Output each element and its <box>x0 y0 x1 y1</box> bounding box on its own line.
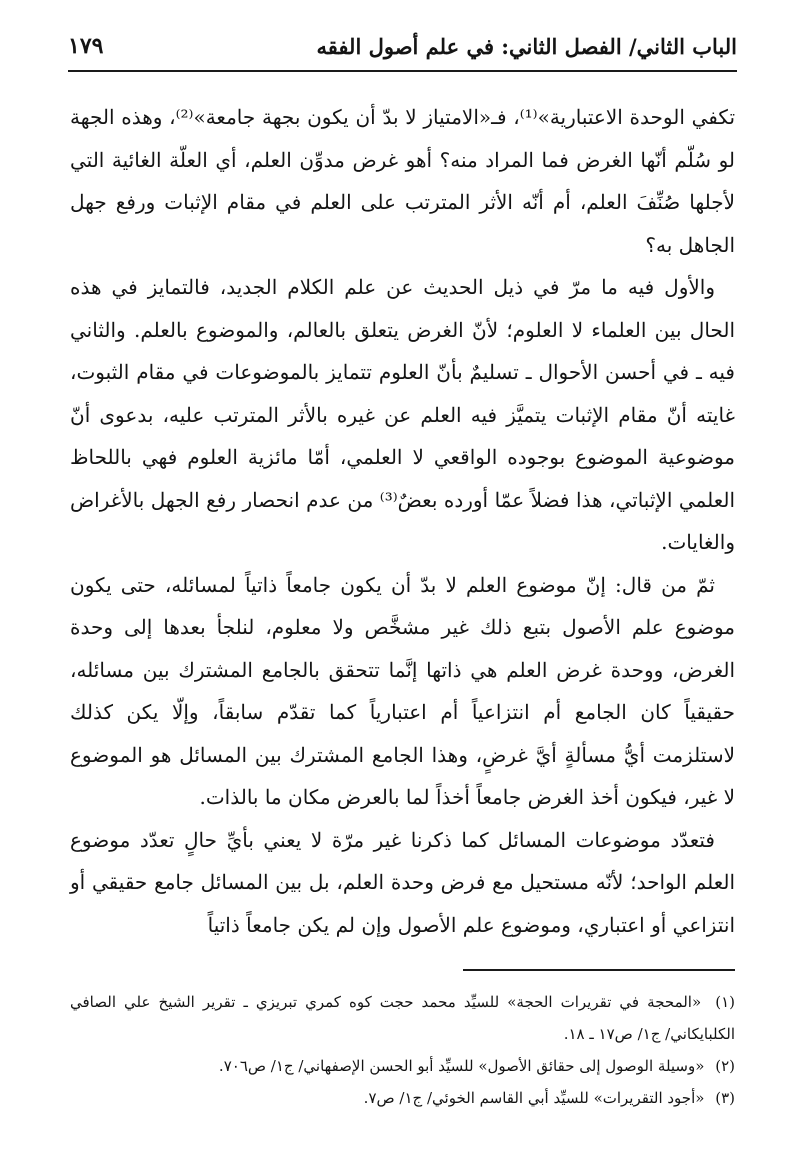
footnote-text: «المحجة في تقريرات الحجة» للسيِّد محمد حجت كوه كمري تبريزي ـ تقرير الشيخ علي الصافي الكلبايكاني/ ج١/ ص١٧ ـ ١٨. <box>70 993 735 1043</box>
footnote-1 <box>70 986 735 1050</box>
footnote-text: «وسيلة الوصول إلى حقائق الأصول» للسيِّد أبو الحسن الإصفهاني/ ج١/ ص٧٠٦. <box>218 1057 705 1075</box>
paragraph-2: والأول فيه ما مرّ في ذيل الحديث عن علم الكلام الجديد، فالتمايز في هذه الحال بين العلماء لا العلوم؛ لأنّ الغرض يتعلق بالعالم، والموضوع بالعلم. والثاني فيه ـ في أحسن الأحوال ـ تسليمٌ بأنّ العلوم تتمايز بالموضوعات في مقام الثبوت، غايته أنّ مقام الإثبات يتميَّز فيه العلم عن غيره بالأثر المترتب عليه، بدعوى أنّ موضوعية الموضوع بوجوده الواقعي لا العلمي، أمّا مائزية العلوم فهي باللحاظ العلمي الإثباتي، هذا فضلاً عمّا أورده بعضٌ⁽³⁾ من عدم انحصار رفع الجهل بالأغراض والغايات. <box>70 275 735 554</box>
footnote-3 <box>70 1082 735 1114</box>
footnote-number: (٣) <box>715 1089 735 1107</box>
body-text <box>70 96 735 946</box>
footnote-text: «أجود التقريرات» للسيِّد أبي القاسم الخوئي/ ج١/ ص٧. <box>363 1089 705 1107</box>
page-number: ١٧٩ <box>68 33 104 59</box>
paragraph-1: تكفي الوحدة الاعتبارية»⁽¹⁾، فـ«الامتياز لا بدّ أن يكون بجهة جامعة»⁽²⁾، وهذه الجهة لو سُلّم أنّها الغرض فما المراد منه؟ أهو غرض مدوِّن العلم، أي العلّة الغائية التي لأجلها صُنِّفَ العلم، أم أنّه الأثر المترتب على العلم في مقام الإثبات ورفع جهل الجاهل به؟ <box>70 105 736 257</box>
footnote-separator <box>463 969 735 971</box>
footnote-2 <box>70 1050 735 1082</box>
footnote-number: (١) <box>715 993 735 1011</box>
running-title: الباب الثاني/ الفصل الثاني: في علم أصول الفقه <box>316 33 737 59</box>
footnotes <box>70 986 735 1114</box>
paragraph-3: ثمّ من قال: إنّ موضوع العلم لا بدّ أن يكون جامعاً ذاتياً لمسائله، حتى يكون موضوع علم الأصول بتبع ذلك غير مشخَّص ولا معلوم، لنلجأ بعدها إلى وحدة الغرض، ووحدة غرض العلم هي ذاتها إنَّما تتحقق بالجامع المشترك بين مسائله، حقيقياً كان الجامع أم انتزاعياً أم اعتبارياً كما تقدّم سابقاً، وإلّا يكن كذلك لاستلزمت أيُّ مسألةٍ أيَّ غرضٍ، وهذا الجامع المشترك بين المسائل هو الموضوع لا غير، فيكون أخذ الغرض جامعاً أخذاً لما بالعرض مكان ما بالذات. <box>70 572 735 809</box>
running-header <box>68 22 737 72</box>
paragraph-4: فتعدّد موضوعات المسائل كما ذكرنا غير مرّة لا يعني بأيِّ حالٍ تعدّد موضوع العلم الواحد؛ لأنّه مستحيل مع فرض وحدة العلم، بل بين المسائل جامع حقيقي أو انتزاعي أو اعتباري، وموضوع علم الأصول وإن لم يكن جامعاً ذاتياً <box>70 827 735 937</box>
footnote-number: (٢) <box>715 1057 735 1075</box>
